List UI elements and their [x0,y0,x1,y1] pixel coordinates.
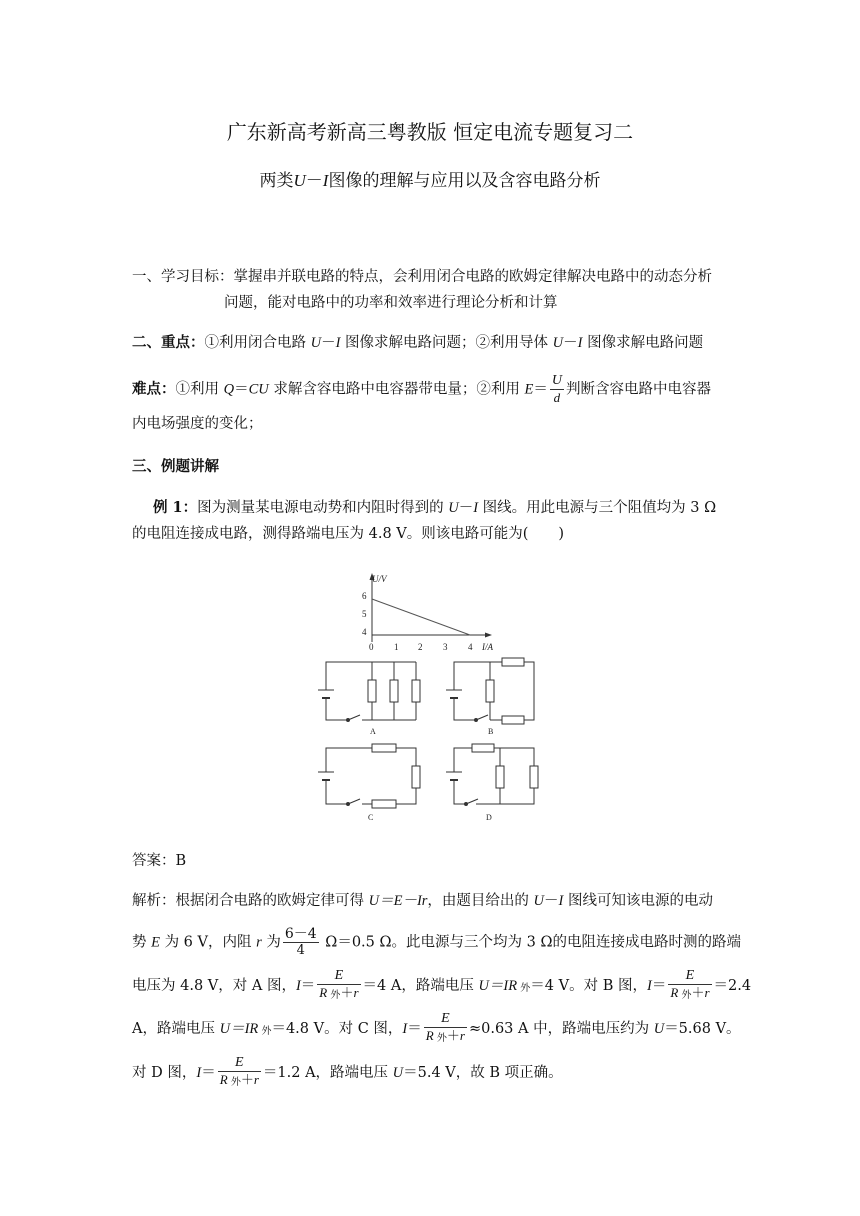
analysis-eq-d: ＝ [201,1065,216,1081]
difficulty-text-2: 求解含容电路中电容器带电量；②利用 [268,381,525,398]
circuit-d-resistor-right [530,766,538,788]
analysis-line-1 [132,891,713,911]
denominator-r2: r [704,985,710,1000]
key-points-u-1: U [310,335,322,351]
analysis-u-d: U [392,1065,404,1081]
analysis-eq-c: ＝ [407,1021,422,1037]
example-1-label: 例 1： [153,499,198,516]
analysis-text-3d: ＝2.4 [713,978,752,994]
denominator-plus: ＋ [340,986,354,1001]
denominator-r2: r [353,985,359,1000]
circuit-c-resistor-right [412,766,420,788]
difficulty-q: Q [223,381,235,398]
analysis-text-5b: ＝1.2 A，路端电压 [262,1065,393,1081]
example-1-figure [310,570,550,830]
difficulty-label: 难点： [132,380,176,398]
circuit-a-wire-bottom [326,698,348,720]
analysis-line-4 [132,1011,741,1047]
key-points-text-2: 图像求解电路问题；②利用导体 [340,335,553,351]
denominator-sub: 外 [433,1033,447,1044]
denominator-plus: ＋ [446,1029,460,1044]
fraction-numerator: E [235,1055,244,1070]
circuit-d-label: D [486,813,492,822]
x-axis-label: I/A [482,642,493,652]
circuit-a-resistor-3 [412,680,420,702]
analysis-r: r [256,934,262,951]
analysis-line-5 [132,1055,563,1091]
circuit-c-switch-blade [348,799,360,804]
circuit-c-resistor-bottom [372,800,396,808]
denominator-r: R [670,985,679,1000]
analysis-line-2 [132,926,741,959]
analysis-text-1b: ，由题目给出的 [427,893,534,909]
difficulty-cu: CU [248,381,269,398]
current-fraction-a [317,968,360,1004]
analysis-sub-a: 外 [517,983,531,994]
fraction-denominator [668,984,711,1004]
example-1-line-2 [132,524,564,544]
denominator-r: R [319,985,328,1000]
example-1-close-paren: ) [558,526,565,542]
denominator-sub: 外 [227,1077,241,1088]
circuit-d-resistor-top [472,744,494,752]
analysis-text-4c: ≈0.63 A 中，路端电压约为 [468,1021,654,1037]
u-i-graph [362,573,493,652]
ui-line [372,599,470,635]
analysis-eq-b: ＝ [651,978,667,994]
objectives-line-1: 一、学习目标：掌握串并联电路的特点，会利用闭合电路的欧姆定律解决电路中的动态分析 [132,269,712,285]
analysis-ohm-equation: U＝E－Ir [368,893,428,909]
difficulty-e: E [524,381,534,398]
x-tick-label-1: 1 [394,642,399,652]
fraction-numerator: U [551,373,562,388]
circuit-a-label: A [370,727,376,736]
circuit-c-resistor-top [372,744,396,752]
analysis-u-c: U [653,1021,665,1037]
circuit-b-resistor-middle [486,680,494,702]
circuit-b [446,658,534,724]
y-axis-label: U/V [372,574,387,584]
circuit-a [318,662,420,722]
fraction-numerator: 6－4 [284,926,317,942]
analysis-text-3b: ＝4 A，路端电压 [362,978,479,994]
analysis-text-1a: 解析：根据闭合电路的欧姆定律可得 [132,893,369,909]
analysis-i-a: I [295,978,301,994]
key-points [132,333,703,353]
analysis-u-b: U＝IR [219,1021,259,1037]
analysis-text-5c: ＝5.4 V，故 B 项正确。 [403,1065,563,1081]
denominator-r: R [219,1072,228,1087]
denominator-r: R [425,1028,434,1043]
key-points-text-1: ①利用闭合电路 [204,335,311,351]
circuit-a-resistor-2 [390,680,398,702]
analysis-dash-1: － [544,893,559,909]
x-axis-arrow [485,633,492,638]
answer: 答案：B [132,853,187,869]
fraction-denominator: 4 [283,942,319,959]
example-1-text-1: 图为测量某电源电动势和内阻时得到的 [197,500,449,516]
key-points-label: 二、重点： [132,334,205,351]
y-tick-label-6: 6 [362,591,367,601]
key-points-dash-1: － [321,335,336,351]
fraction-numerator: E [441,1011,450,1026]
analysis-line-3 [132,968,751,1004]
current-fraction-c [424,1011,467,1047]
subtitle-pre: 两类 [259,171,294,191]
example-1-text-2: 图线。用此电源与三个阻值均为 3 Ω [478,500,717,516]
analysis-text-4a: A，路端电压 [132,1021,220,1037]
analysis-text-3c: ＝4 V。对 B 图， [530,978,647,994]
subtitle-post: 图像的理解与应用以及含容电路分析 [328,171,601,191]
example-1-line-1 [153,498,716,518]
circuit-d [446,744,538,806]
current-fraction-d [218,1055,261,1091]
y-tick-label-5: 5 [362,609,367,619]
circuit-b-resistor-bottom [502,716,524,724]
circuit-d-wire-top [454,748,534,804]
x-tick-label-3: 3 [443,642,448,652]
difficulty-eq: ＝ [234,381,249,398]
page-subtitle [0,166,860,191]
circuit-c-label: C [368,813,374,822]
key-points-text-3: 图像求解电路问题 [582,335,704,351]
analysis-eq-a: ＝ [300,978,316,994]
x-tick-label-0: 0 [369,642,374,652]
fraction-numerator: E [685,968,695,983]
denominator-plus: ＋ [240,1073,254,1088]
fraction-denominator [218,1071,261,1091]
internal-resistance-fraction [283,926,319,959]
key-points-i-2: I [577,335,583,351]
analysis-i-b: I [646,978,652,994]
example-1-u: U [448,500,459,516]
circuit-d-wire-bottom [454,780,466,804]
difficulty-text-1: ①利用 [175,381,224,398]
x-tick-label-2: 2 [418,642,423,652]
analysis-text-2b: 为 6 V，内阻 [159,934,257,951]
circuit-d-resistor-middle [496,766,504,788]
analysis-text-2c: 为 [261,934,281,951]
analysis-u-a: U＝IR [478,978,518,994]
denominator-r2: r [459,1028,465,1043]
analysis-text-4b: ＝4.8 V。对 C 图， [271,1021,403,1037]
denominator-plus: ＋ [691,986,705,1001]
subtitle-var-u: U [293,171,306,190]
fraction-numerator: E [334,968,344,983]
analysis-text-1c: 图线可知该电源的电动 [563,893,713,909]
circuit-b-switch-blade [476,715,488,720]
analysis-sub-b: 外 [258,1026,272,1037]
key-points-dash-2: － [563,335,578,351]
circuit-c [318,744,420,808]
example-1-dash: － [458,500,474,516]
page-title: 广东新高考新高三粤教版 恒定电流专题复习二 [226,120,634,144]
difficulty-eq-2: ＝ [533,381,548,398]
fraction-denominator [424,1027,467,1047]
fraction-denominator [317,984,360,1004]
analysis-i-1: I [558,893,564,909]
analysis-text-2d: Ω＝0.5 Ω。此电源与三个均为 3 Ω的电阻连接成电路时测的路端 [320,934,741,951]
objectives-line-2: 问题，能对电路中的功率和效率进行理论分析和计算 [224,295,558,311]
difficulty-fraction [550,373,564,406]
analysis-text-4d: ＝5.68 V。 [664,1021,741,1037]
circuit-b-resistor-top [502,658,524,666]
subtitle-var-i: I [322,171,329,190]
difficulty-line-2: 内电场强度的变化； [132,416,263,432]
difficulty-text-3: 判断含容电路中电容器 [565,381,711,398]
subtitle-dash: － [305,171,323,191]
circuit-a-switch-blade [348,715,360,720]
denominator-sub: 外 [327,990,341,1001]
analysis-text-2a: 势 [132,934,152,951]
current-fraction-b [668,968,711,1004]
analysis-i-c: I [402,1021,408,1037]
section-3-heading: 三、例题讲解 [132,458,219,475]
denominator-sub: 外 [678,990,692,1001]
circuit-d-switch-blade [466,799,478,804]
analysis-e: E [151,934,160,951]
circuit-b-label: B [488,727,494,736]
analysis-text-3a: 电压为 4.8 V，对 A 图， [132,978,296,994]
key-points-i-1: I [335,335,341,351]
circuit-a-resistor-1 [368,680,376,702]
example-1-i: I [473,500,479,516]
fraction-denominator: d [550,389,564,406]
denominator-r2: r [253,1072,259,1087]
analysis-text-5a: 对 D 图， [132,1065,197,1081]
circuit-c-wire-top [326,748,416,804]
circuit-c-wire-bottom [326,780,348,804]
circuit-b-wire-bottom [454,698,476,720]
analysis-i-d: I [196,1065,202,1081]
key-points-u-2: U [552,335,564,351]
x-tick-label-4: 4 [468,642,473,652]
y-tick-label-4: 4 [362,627,367,637]
analysis-u-1: U [533,893,545,909]
example-1-question: 的电阻连接成电路，测得路端电压为 4.8 V。则该电路可能为( [132,526,529,542]
difficulty-line-1 [132,373,711,406]
